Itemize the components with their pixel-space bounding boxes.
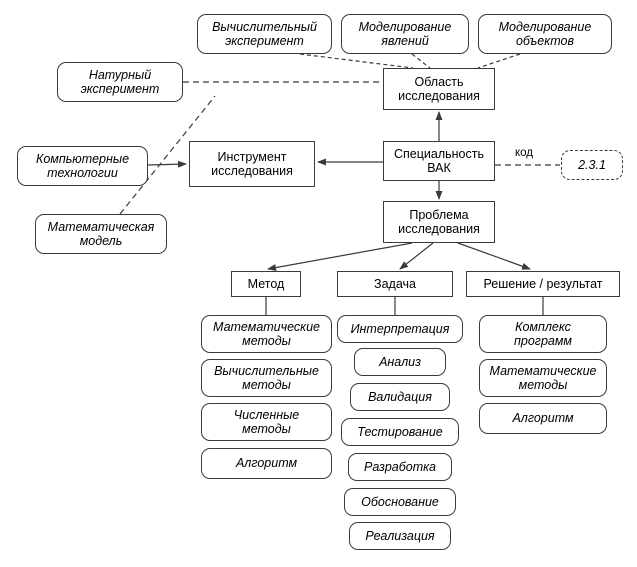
node-label: Моделирование объектов bbox=[498, 19, 592, 48]
node-label: Алгоритм bbox=[235, 456, 298, 471]
node-label: Инструмент исследования bbox=[211, 149, 293, 178]
node-model_yav[interactable] bbox=[341, 14, 469, 54]
node-label: Валидация bbox=[368, 389, 432, 404]
node-label: Моделирование явлений bbox=[358, 19, 452, 48]
node-algoritm_2[interactable] bbox=[479, 403, 607, 434]
diagram-edge bbox=[478, 54, 520, 68]
node-label: Вычислительный эксперимент bbox=[212, 19, 317, 48]
node-label: Анализ bbox=[379, 354, 421, 369]
node-vych_metody[interactable] bbox=[201, 359, 332, 397]
node-validacia[interactable] bbox=[350, 383, 450, 411]
node-kod_value[interactable] bbox=[561, 150, 623, 180]
node-mat_model[interactable] bbox=[35, 214, 167, 254]
node-reshenie[interactable] bbox=[466, 271, 620, 297]
node-nat_exp[interactable] bbox=[57, 62, 183, 102]
node-metod[interactable] bbox=[231, 271, 301, 297]
diagram-edge bbox=[148, 164, 186, 165]
node-label: Компьютерные технологии bbox=[35, 151, 130, 180]
node-realizacia[interactable] bbox=[349, 522, 451, 550]
node-algoritm_1[interactable] bbox=[201, 448, 332, 479]
node-vych_exp[interactable] bbox=[197, 14, 332, 54]
node-problema[interactable] bbox=[383, 201, 495, 243]
node-label: Специальность ВАК bbox=[394, 146, 484, 175]
node-label: Проблема исследования bbox=[398, 207, 480, 236]
node-label: Численные методы bbox=[233, 407, 300, 436]
node-label: Натурный эксперимент bbox=[80, 67, 160, 96]
node-testirovanie[interactable] bbox=[341, 418, 459, 446]
diagram-edge bbox=[458, 243, 530, 269]
diagram-edge bbox=[300, 54, 413, 68]
node-komp_tech[interactable] bbox=[17, 146, 148, 186]
node-label: Решение / результат bbox=[483, 276, 603, 291]
node-label: Обоснование bbox=[361, 494, 439, 509]
node-oblast[interactable] bbox=[383, 68, 495, 110]
node-mat_metody_2[interactable] bbox=[479, 359, 607, 397]
node-label: 2.3.1 bbox=[578, 157, 606, 172]
node-label: Математические методы bbox=[489, 363, 597, 392]
diagram-edge bbox=[268, 243, 412, 269]
node-label: Математическая модель bbox=[47, 219, 155, 248]
node-instrument[interactable] bbox=[189, 141, 315, 187]
node-zadacha[interactable] bbox=[337, 271, 453, 297]
node-label: Тестирование bbox=[357, 424, 443, 439]
node-razrabotka[interactable] bbox=[348, 453, 452, 481]
diagram-edge bbox=[412, 54, 430, 68]
node-label: Метод bbox=[247, 276, 285, 291]
node-label: Задача bbox=[374, 276, 416, 291]
node-label: Область исследования bbox=[398, 74, 480, 103]
node-label: Математические методы bbox=[213, 319, 320, 348]
node-label: Реализация bbox=[365, 528, 435, 543]
node-obosnovanie[interactable] bbox=[344, 488, 456, 516]
node-interpretacia[interactable] bbox=[337, 315, 463, 343]
node-label: Вычислительные методы bbox=[214, 363, 319, 392]
node-chisl_metody[interactable] bbox=[201, 403, 332, 441]
node-label: Интерпретация bbox=[350, 321, 450, 336]
node-label: Комплекс программ bbox=[514, 319, 572, 348]
node-label: Алгоритм bbox=[512, 411, 574, 426]
label-kod_label: код bbox=[515, 147, 534, 159]
node-kompleks[interactable] bbox=[479, 315, 607, 353]
node-analiz[interactable] bbox=[354, 348, 446, 376]
node-label: Разработка bbox=[364, 459, 436, 474]
node-mat_metody_1[interactable] bbox=[201, 315, 332, 353]
diagram-edge bbox=[400, 243, 433, 269]
node-model_obj[interactable] bbox=[478, 14, 612, 54]
node-spec_vak[interactable] bbox=[383, 141, 495, 181]
